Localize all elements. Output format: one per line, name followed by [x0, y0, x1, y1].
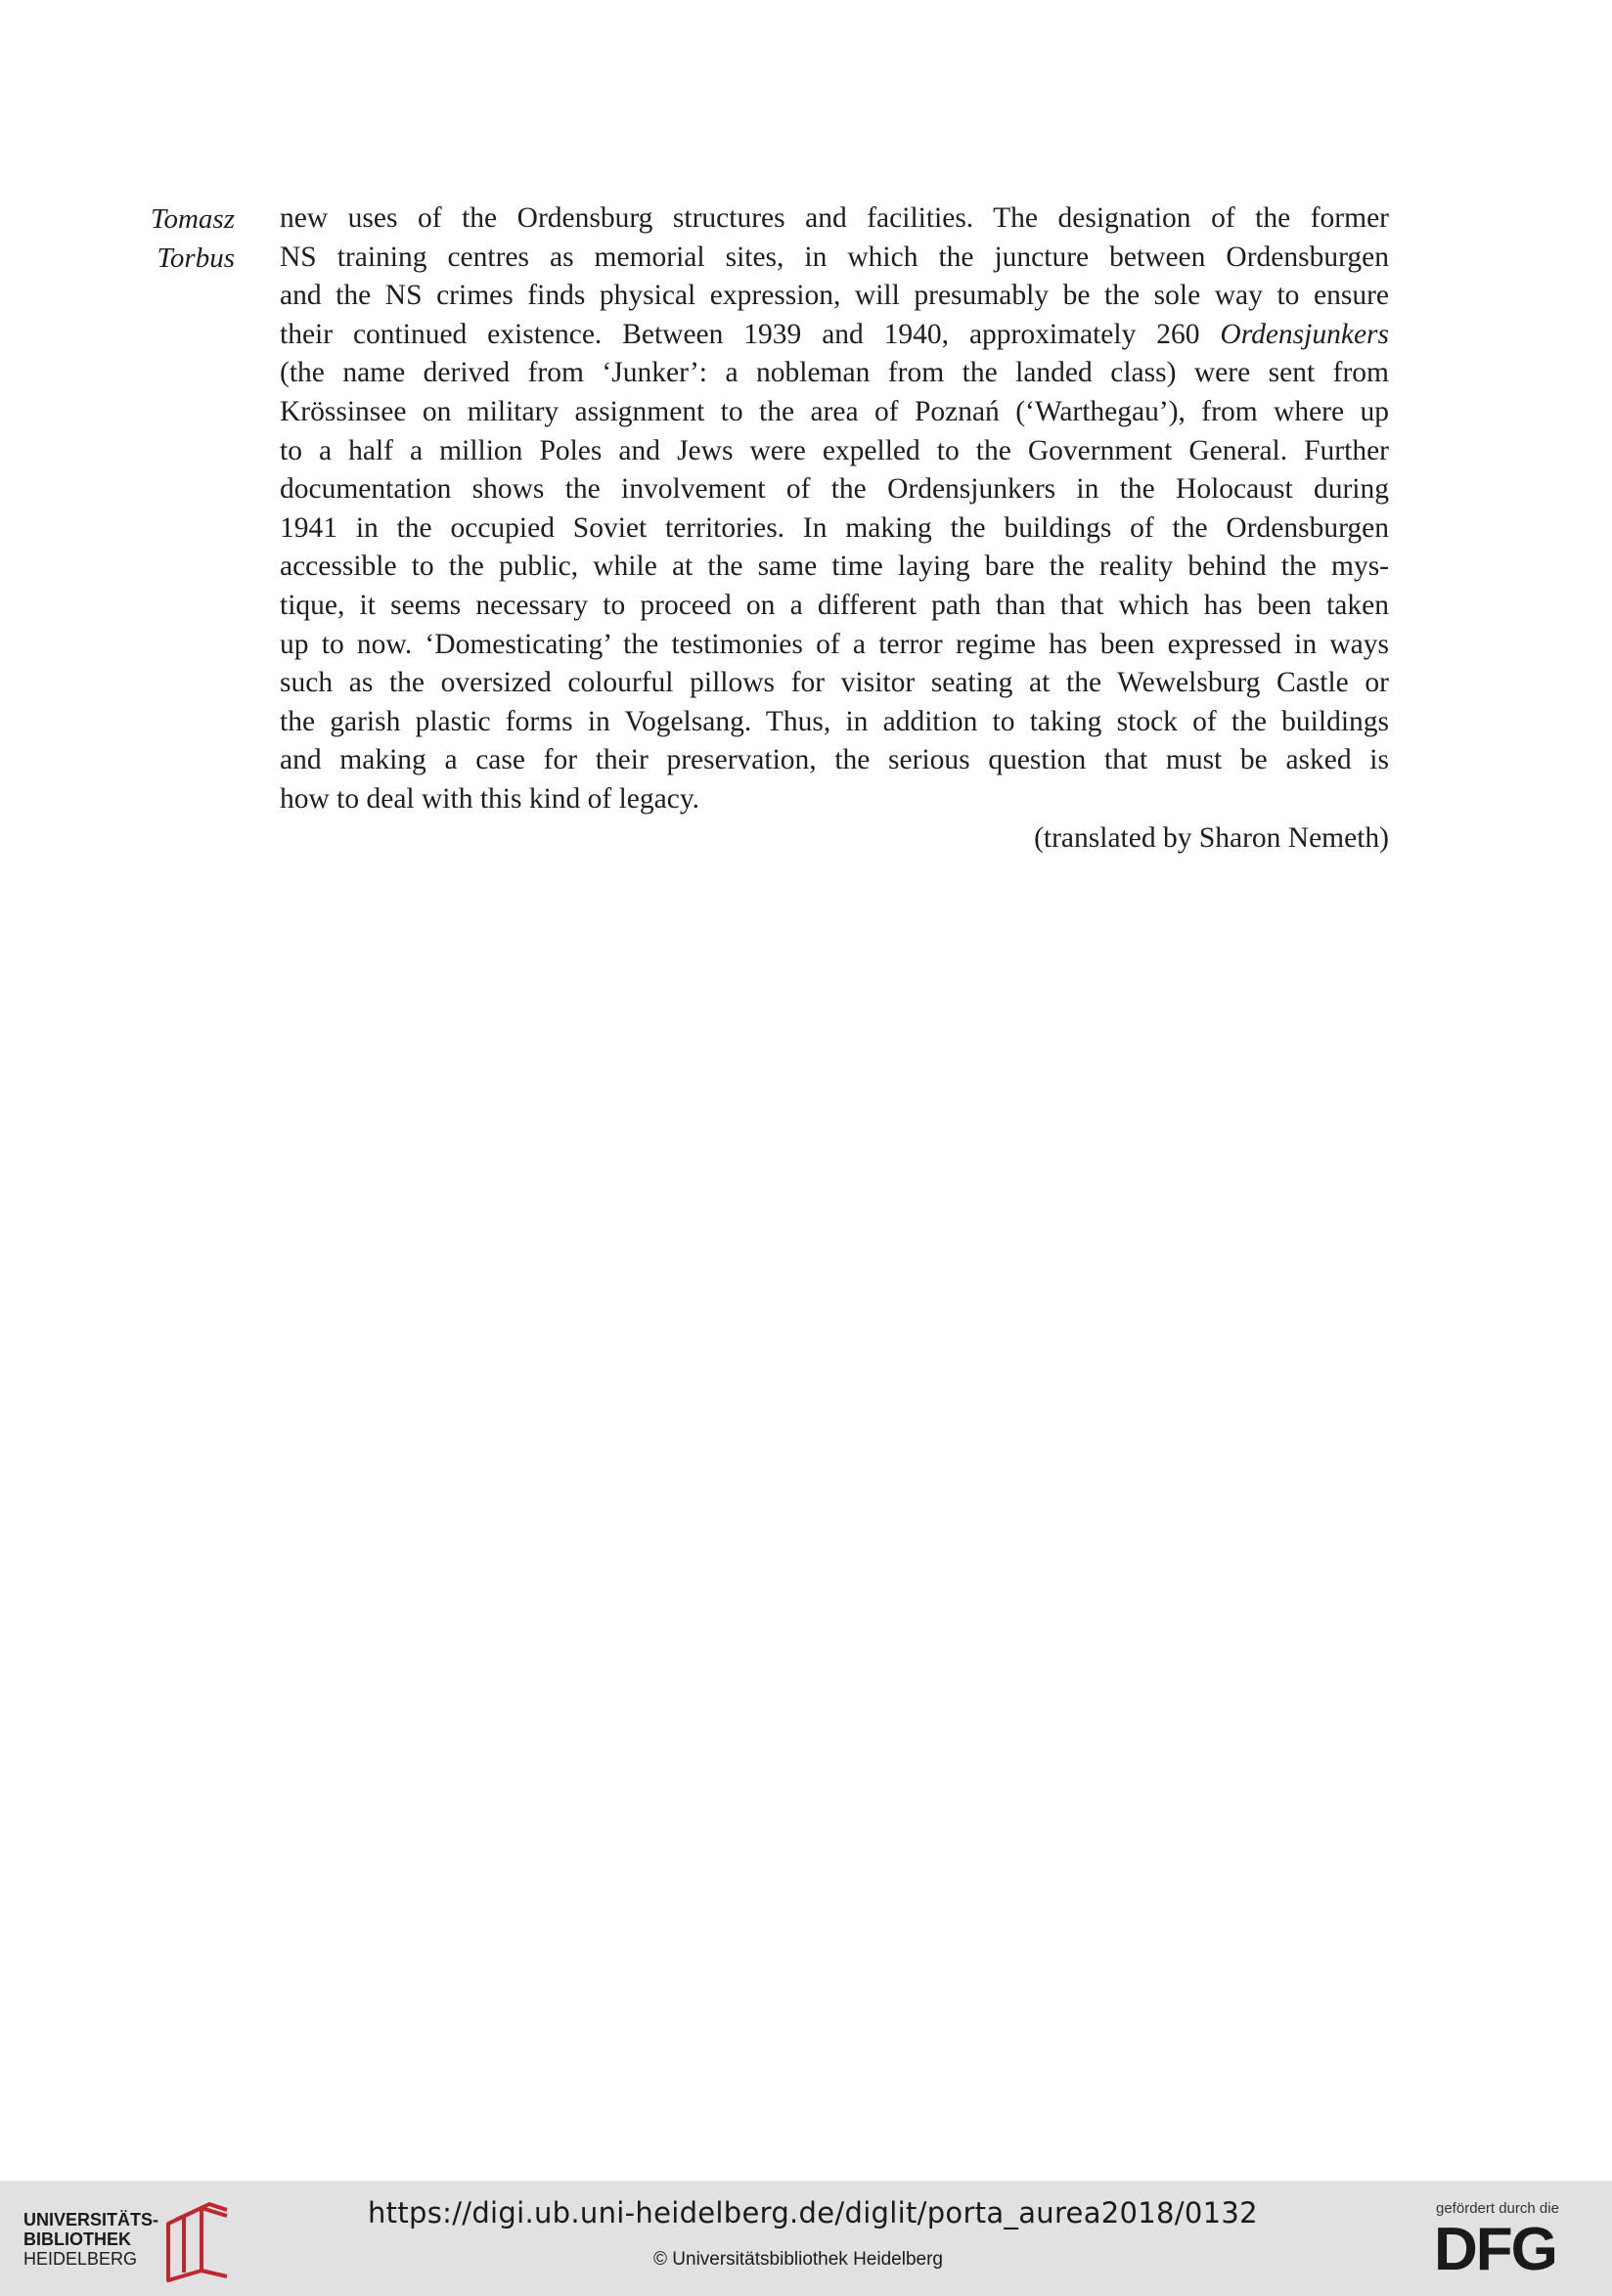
text-line: and making a case for their preservation, the serious question that must be asked is [280, 744, 1389, 776]
copyright-notice: © Universitätsbibliothek Heidelberg [653, 2249, 943, 2270]
text-line: NS training centres as memorial sites, in which the juncture between Ordensburgen [280, 241, 1389, 273]
italic-term: Ordensjunkers [1220, 318, 1389, 350]
text-line: up to now. ‘Domesticating’ the testimonies of a terror regime has been expressed in ways [280, 628, 1389, 660]
library-name-line2: BIBLIOTHEK [23, 2230, 131, 2249]
funded-by-label: gefördert durch die [1436, 2200, 1559, 2217]
text-line: new uses of the Ordensburg structures and facilities. The designation of the former [280, 202, 1389, 234]
permalink-url[interactable]: https://digi.ub.uni-heidelberg.de/diglit/porta_aurea2018/0132 [368, 2196, 1258, 2230]
text-line: how to deal with this kind of legacy. [280, 782, 700, 815]
text-line: Krössinsee on military assignment to the area of Poznań (‘Warthegau’), from where up [280, 395, 1389, 427]
body-paragraph [280, 199, 1389, 858]
text-line: to a half a million Poles and Jews were expelled to the Government General. Further [280, 434, 1389, 466]
translator-credit: (translated by Sharon Nemeth) [1034, 821, 1389, 854]
library-name-line3: HEIDELBERG [23, 2249, 138, 2269]
text-line: and the NS crimes finds physical expression, will presumably be the sole way to ensure [280, 280, 1389, 312]
text-line: the garish plastic forms in Vogelsang. Thus, in addition to taking stock of the buildings [280, 705, 1389, 737]
digitization-footer [0, 2181, 1612, 2296]
text-line: tique, it seems necessary to proceed on a different path than that which has been taken [280, 589, 1389, 621]
text-line: 1941 in the occupied Soviet territories. In making the buildings of the Ordensburgen [280, 511, 1389, 544]
text-line: (the name derived from ‘Junker’: a nobleman from the landed class) were sent from [280, 357, 1389, 389]
text-line: their continued existence. Between 1939 and 1940, approximately 260 Ordensjunkers [280, 318, 1389, 350]
book-icon [162, 2194, 233, 2284]
text-line: accessible to the public, while at the same time laying bare the reality behind the mys- [280, 551, 1389, 583]
library-name-line1: UNIVERSITÄTS- [23, 2210, 159, 2230]
author-last-name: Torbus [157, 243, 235, 274]
dfg-logo[interactable]: DFG [1434, 2216, 1556, 2283]
text-line: documentation shows the involvement of the Ordensjunkers in the Holocaust during [280, 473, 1389, 506]
library-logo[interactable] [23, 2194, 239, 2284]
author-margin-note [117, 199, 235, 278]
author-first-name: Tomasz [151, 203, 235, 235]
text-line: such as the oversized colourful pillows for visitor seating at the Wewelsburg Castle or [280, 667, 1389, 699]
